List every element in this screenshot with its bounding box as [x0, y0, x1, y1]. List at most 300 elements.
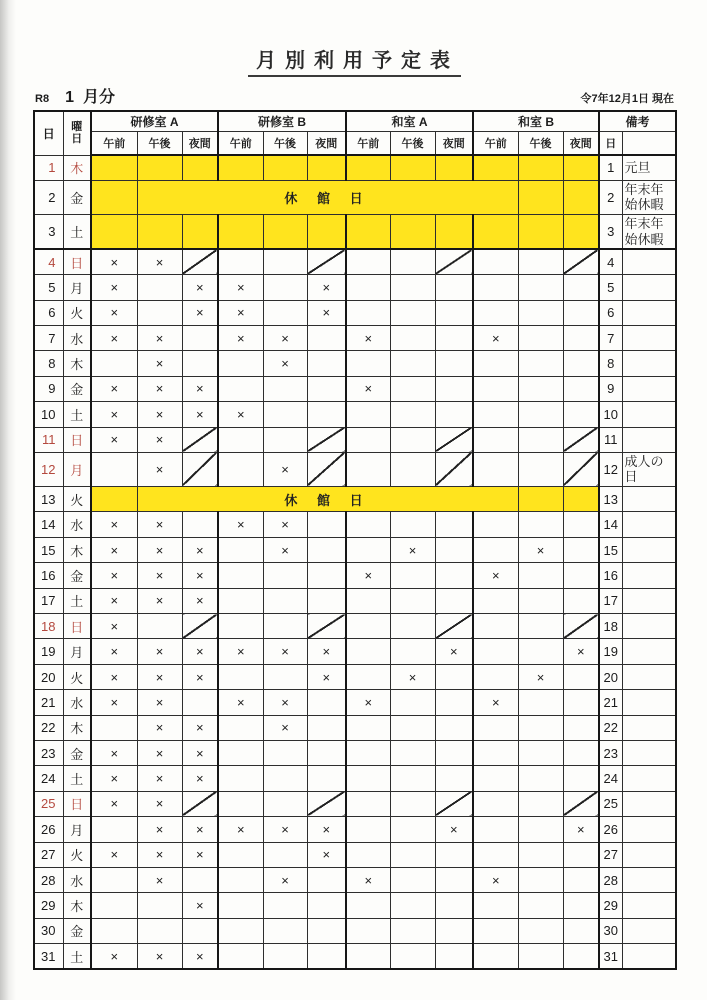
empty-slot-cell: [473, 512, 518, 537]
weekday-column-header-text: 曜日: [71, 120, 83, 146]
table-row: [34, 180, 676, 214]
closed-cell: [91, 180, 137, 214]
table-row: [34, 402, 676, 427]
empty-slot-cell: [563, 842, 599, 867]
slot-header-evening: 夜間: [182, 131, 218, 155]
empty-slot-cell: [390, 791, 435, 816]
closed-cell: [182, 215, 218, 250]
closed-cell: [473, 215, 518, 250]
weekday-label: 金: [63, 740, 91, 765]
closed-cell: [563, 215, 599, 250]
empty-slot-cell: [518, 427, 563, 452]
room-header-kenshu-b: 研修室 B: [218, 111, 346, 131]
empty-slot-cell: [346, 588, 390, 613]
day-number: 27: [34, 842, 63, 867]
day-number-right: 27: [599, 842, 622, 867]
empty-slot-cell: [473, 715, 518, 740]
remark-cell: 年末年始休暇: [622, 180, 676, 214]
table-row: [34, 376, 676, 401]
empty-slot-cell: [182, 325, 218, 350]
empty-slot-cell: [263, 300, 307, 325]
empty-slot-cell: [390, 300, 435, 325]
day-number: 31: [34, 944, 63, 969]
booked-mark-cell: ×: [307, 664, 346, 689]
weekday-label: 日: [63, 614, 91, 639]
table-row: [34, 325, 676, 350]
empty-slot-cell: [390, 512, 435, 537]
day-number: 26: [34, 817, 63, 842]
empty-slot-cell: [563, 275, 599, 300]
empty-slot-cell: [518, 351, 563, 376]
table-row: [34, 215, 676, 250]
empty-slot-cell: [263, 376, 307, 401]
room-header-washitsu-b: 和室 B: [473, 111, 599, 131]
weekday-label: 木: [63, 537, 91, 562]
day-number-right: 12: [599, 452, 622, 486]
empty-slot-cell: [518, 639, 563, 664]
weekday-label: 土: [63, 588, 91, 613]
day-number: 25: [34, 791, 63, 816]
day-number-right: 9: [599, 376, 622, 401]
booked-mark-cell: ×: [137, 402, 182, 427]
remark-cell: [622, 791, 676, 816]
empty-slot-cell: [137, 893, 182, 918]
day-number: 29: [34, 893, 63, 918]
slot-header-evening: 夜間: [563, 131, 599, 155]
day-number-right: 6: [599, 300, 622, 325]
empty-slot-cell: [218, 537, 263, 562]
day-number-right: 3: [599, 215, 622, 250]
empty-slot-cell: [518, 766, 563, 791]
booked-mark-cell: ×: [307, 300, 346, 325]
day-number-right: 29: [599, 893, 622, 918]
booked-mark-cell: ×: [91, 690, 137, 715]
empty-slot-cell: [435, 563, 473, 588]
table-row: [34, 155, 676, 180]
booked-mark-cell: ×: [218, 275, 263, 300]
weekday-label: 土: [63, 766, 91, 791]
empty-slot-cell: [435, 351, 473, 376]
booked-mark-cell: ×: [346, 690, 390, 715]
empty-slot-cell: [263, 944, 307, 969]
day-number: 20: [34, 664, 63, 689]
empty-slot-cell: [563, 867, 599, 892]
table-row: [34, 512, 676, 537]
empty-slot-cell: [91, 715, 137, 740]
day-number-right: 8: [599, 351, 622, 376]
empty-slot-cell: [263, 740, 307, 765]
booked-mark-cell: ×: [263, 639, 307, 664]
empty-slot-cell: [263, 766, 307, 791]
empty-slot-cell: [435, 664, 473, 689]
slot-header-am: 午前: [346, 131, 390, 155]
day-number-right: 14: [599, 512, 622, 537]
right-day-column-header: 日: [599, 131, 622, 155]
table-row: [34, 487, 676, 512]
empty-slot-cell: [307, 690, 346, 715]
empty-slot-cell: [390, 918, 435, 943]
empty-slot-cell: [263, 563, 307, 588]
empty-slot-cell: [435, 402, 473, 427]
unavailable-diagonal-cell: [435, 452, 473, 486]
slot-header-am: 午前: [218, 131, 263, 155]
day-number-right: 19: [599, 639, 622, 664]
day-number: 4: [34, 249, 63, 274]
page-title: 月別利用予定表: [248, 44, 461, 77]
booked-mark-cell: ×: [263, 690, 307, 715]
day-number: 30: [34, 918, 63, 943]
empty-slot-cell: [137, 275, 182, 300]
day-number-right: 5: [599, 275, 622, 300]
empty-slot-cell: [473, 300, 518, 325]
day-number: 1: [34, 155, 63, 180]
day-number-right: 26: [599, 817, 622, 842]
empty-slot-cell: [473, 740, 518, 765]
booked-mark-cell: ×: [91, 512, 137, 537]
empty-slot-cell: [473, 817, 518, 842]
empty-slot-cell: [218, 791, 263, 816]
empty-slot-cell: [473, 639, 518, 664]
day-number-right: 22: [599, 715, 622, 740]
empty-slot-cell: [563, 402, 599, 427]
table-row: [34, 740, 676, 765]
booked-mark-cell: ×: [137, 690, 182, 715]
remark-cell: [622, 427, 676, 452]
table-row: [34, 893, 676, 918]
empty-slot-cell: [473, 614, 518, 639]
booked-mark-cell: ×: [137, 588, 182, 613]
empty-slot-cell: [218, 766, 263, 791]
empty-slot-cell: [435, 275, 473, 300]
weekday-label: 木: [63, 351, 91, 376]
day-number-right: 18: [599, 614, 622, 639]
empty-slot-cell: [307, 740, 346, 765]
remark-cell: [622, 867, 676, 892]
booked-mark-cell: ×: [91, 300, 137, 325]
empty-slot-cell: [390, 842, 435, 867]
empty-slot-cell: [263, 791, 307, 816]
day-number-right: 16: [599, 563, 622, 588]
slot-header-am: 午前: [473, 131, 518, 155]
unavailable-diagonal-cell: [307, 452, 346, 486]
empty-slot-cell: [435, 867, 473, 892]
table-row: [34, 563, 676, 588]
booked-mark-cell: ×: [346, 867, 390, 892]
booked-mark-cell: ×: [137, 351, 182, 376]
day-number-right: 25: [599, 791, 622, 816]
weekday-label: 火: [63, 664, 91, 689]
weekday-label: 水: [63, 325, 91, 350]
day-number-right: 20: [599, 664, 622, 689]
weekday-label: 木: [63, 155, 91, 180]
subheader-row: [35, 84, 674, 107]
title-row: [33, 44, 676, 77]
empty-slot-cell: [263, 275, 307, 300]
booked-mark-cell: ×: [137, 325, 182, 350]
empty-slot-cell: [518, 614, 563, 639]
table-row: [34, 351, 676, 376]
closed-cell: [307, 215, 346, 250]
booked-mark-cell: ×: [182, 740, 218, 765]
unavailable-diagonal-cell: [563, 427, 599, 452]
weekday-label: 月: [63, 275, 91, 300]
day-number-right: 15: [599, 537, 622, 562]
unavailable-diagonal-cell: [435, 249, 473, 274]
weekday-label: 金: [63, 180, 91, 214]
empty-slot-cell: [473, 791, 518, 816]
document-content: [33, 44, 676, 970]
weekday-label: 金: [63, 563, 91, 588]
booked-mark-cell: ×: [91, 588, 137, 613]
remark-cell: [622, 715, 676, 740]
closed-cell: [518, 487, 563, 512]
empty-slot-cell: [307, 402, 346, 427]
empty-slot-cell: [91, 893, 137, 918]
closed-cell: [91, 155, 137, 180]
empty-slot-cell: [473, 664, 518, 689]
empty-slot-cell: [307, 563, 346, 588]
booked-mark-cell: ×: [307, 639, 346, 664]
remark-cell: [622, 817, 676, 842]
empty-slot-cell: [518, 249, 563, 274]
empty-slot-cell: [473, 588, 518, 613]
booked-mark-cell: ×: [518, 664, 563, 689]
weekday-label: 日: [63, 249, 91, 274]
remark-cell: [622, 614, 676, 639]
closed-cell: [137, 215, 182, 250]
booked-mark-cell: ×: [346, 325, 390, 350]
slot-header-evening: 夜間: [307, 131, 346, 155]
weekday-label: 火: [63, 487, 91, 512]
unavailable-diagonal-cell: [182, 452, 218, 486]
weekday-label: 水: [63, 512, 91, 537]
booked-mark-cell: ×: [307, 275, 346, 300]
booked-mark-cell: ×: [390, 664, 435, 689]
closed-banner: 休 館 日: [137, 180, 518, 214]
empty-slot-cell: [563, 893, 599, 918]
empty-slot-cell: [435, 325, 473, 350]
empty-slot-cell: [473, 249, 518, 274]
empty-slot-cell: [346, 639, 390, 664]
table-row: [34, 791, 676, 816]
booked-mark-cell: ×: [91, 766, 137, 791]
empty-slot-cell: [473, 766, 518, 791]
schedule-table: [33, 110, 677, 970]
empty-slot-cell: [518, 325, 563, 350]
closed-cell: [563, 155, 599, 180]
empty-slot-cell: [518, 918, 563, 943]
empty-slot-cell: [563, 300, 599, 325]
empty-slot-cell: [263, 893, 307, 918]
day-number-right: 1: [599, 155, 622, 180]
remark-cell: [622, 300, 676, 325]
booked-mark-cell: ×: [91, 563, 137, 588]
day-number: 15: [34, 537, 63, 562]
empty-slot-cell: [390, 563, 435, 588]
booked-mark-cell: ×: [182, 842, 218, 867]
empty-slot-cell: [390, 690, 435, 715]
empty-slot-cell: [182, 867, 218, 892]
empty-slot-cell: [218, 588, 263, 613]
empty-slot-cell: [346, 893, 390, 918]
remark-cell: [622, 512, 676, 537]
unavailable-diagonal-cell: [563, 452, 599, 486]
booked-mark-cell: ×: [137, 842, 182, 867]
day-number-right: 30: [599, 918, 622, 943]
empty-slot-cell: [218, 715, 263, 740]
month-suffix-label: 月分: [82, 89, 115, 106]
empty-slot-cell: [563, 588, 599, 613]
empty-slot-cell: [518, 715, 563, 740]
weekday-label: 日: [63, 427, 91, 452]
unavailable-diagonal-cell: [307, 791, 346, 816]
empty-slot-cell: [346, 664, 390, 689]
empty-slot-cell: [263, 402, 307, 427]
booked-mark-cell: ×: [91, 614, 137, 639]
booked-mark-cell: ×: [218, 300, 263, 325]
unavailable-diagonal-cell: [182, 791, 218, 816]
empty-slot-cell: [346, 537, 390, 562]
remark-cell: 年末年始休暇: [622, 215, 676, 250]
table-row: [34, 249, 676, 274]
empty-slot-cell: [346, 918, 390, 943]
booked-mark-cell: ×: [218, 690, 263, 715]
empty-slot-cell: [346, 427, 390, 452]
empty-slot-cell: [435, 740, 473, 765]
weekday-label: 金: [63, 918, 91, 943]
empty-slot-cell: [91, 452, 137, 486]
empty-slot-cell: [182, 512, 218, 537]
empty-slot-cell: [563, 690, 599, 715]
unavailable-diagonal-cell: [435, 427, 473, 452]
empty-slot-cell: [390, 817, 435, 842]
empty-slot-cell: [473, 893, 518, 918]
empty-slot-cell: [390, 867, 435, 892]
booked-mark-cell: ×: [91, 325, 137, 350]
empty-slot-cell: [390, 402, 435, 427]
booked-mark-cell: ×: [137, 740, 182, 765]
empty-slot-cell: [307, 944, 346, 969]
empty-slot-cell: [346, 842, 390, 867]
unavailable-diagonal-cell: [182, 249, 218, 274]
day-number-right: 24: [599, 766, 622, 791]
closed-cell: [518, 215, 563, 250]
booked-mark-cell: ×: [182, 639, 218, 664]
empty-slot-cell: [307, 715, 346, 740]
empty-slot-cell: [435, 918, 473, 943]
day-number: 24: [34, 766, 63, 791]
day-number: 19: [34, 639, 63, 664]
remark-cell: [622, 766, 676, 791]
empty-slot-cell: [435, 842, 473, 867]
empty-slot-cell: [346, 791, 390, 816]
booked-mark-cell: ×: [137, 639, 182, 664]
empty-slot-cell: [346, 452, 390, 486]
booked-mark-cell: ×: [473, 563, 518, 588]
remark-cell: [622, 740, 676, 765]
booked-mark-cell: ×: [91, 376, 137, 401]
empty-slot-cell: [182, 351, 218, 376]
empty-slot-cell: [390, 944, 435, 969]
closed-cell: [218, 155, 263, 180]
remark-cell: [622, 325, 676, 350]
empty-slot-cell: [137, 918, 182, 943]
remark-cell: [622, 944, 676, 969]
empty-slot-cell: [473, 376, 518, 401]
day-number: 23: [34, 740, 63, 765]
empty-slot-cell: [435, 893, 473, 918]
booked-mark-cell: ×: [218, 512, 263, 537]
empty-slot-cell: [218, 867, 263, 892]
empty-slot-cell: [263, 918, 307, 943]
closed-cell: [390, 215, 435, 250]
booked-mark-cell: ×: [182, 817, 218, 842]
empty-slot-cell: [346, 614, 390, 639]
day-number-right: 23: [599, 740, 622, 765]
empty-slot-cell: [390, 766, 435, 791]
empty-slot-cell: [91, 817, 137, 842]
booked-mark-cell: ×: [263, 715, 307, 740]
remark-cell: 元旦: [622, 155, 676, 180]
remark-cell: [622, 563, 676, 588]
weekday-label: 水: [63, 690, 91, 715]
weekday-label: 火: [63, 300, 91, 325]
empty-slot-cell: [307, 766, 346, 791]
table-row: [34, 639, 676, 664]
empty-slot-cell: [435, 715, 473, 740]
booked-mark-cell: ×: [346, 563, 390, 588]
slot-header-pm: 午後: [137, 131, 182, 155]
weekday-label: 月: [63, 639, 91, 664]
empty-slot-cell: [218, 249, 263, 274]
closed-cell: [563, 487, 599, 512]
booked-mark-cell: ×: [91, 249, 137, 274]
remark-cell: [622, 918, 676, 943]
empty-slot-cell: [518, 740, 563, 765]
booked-mark-cell: ×: [182, 275, 218, 300]
unavailable-diagonal-cell: [563, 249, 599, 274]
empty-slot-cell: [563, 376, 599, 401]
empty-slot-cell: [218, 740, 263, 765]
closed-cell: [518, 155, 563, 180]
empty-slot-cell: [307, 867, 346, 892]
booked-mark-cell: ×: [435, 817, 473, 842]
booked-mark-cell: ×: [137, 715, 182, 740]
day-number-right: 4: [599, 249, 622, 274]
table-row: [34, 614, 676, 639]
booked-mark-cell: ×: [218, 402, 263, 427]
empty-slot-cell: [390, 740, 435, 765]
day-column-header: 日: [34, 111, 63, 155]
empty-slot-cell: [473, 452, 518, 486]
booked-mark-cell: ×: [218, 325, 263, 350]
empty-slot-cell: [518, 944, 563, 969]
table-row: [34, 867, 676, 892]
empty-slot-cell: [137, 614, 182, 639]
weekday-label: 土: [63, 944, 91, 969]
day-number-right: 17: [599, 588, 622, 613]
closed-cell: [473, 155, 518, 180]
empty-slot-cell: [346, 715, 390, 740]
weekday-label: 月: [63, 452, 91, 486]
day-number: 14: [34, 512, 63, 537]
empty-slot-cell: [91, 918, 137, 943]
table-row: [34, 766, 676, 791]
closed-cell: [435, 215, 473, 250]
empty-slot-cell: [263, 588, 307, 613]
table-row: [34, 275, 676, 300]
booked-mark-cell: ×: [91, 639, 137, 664]
